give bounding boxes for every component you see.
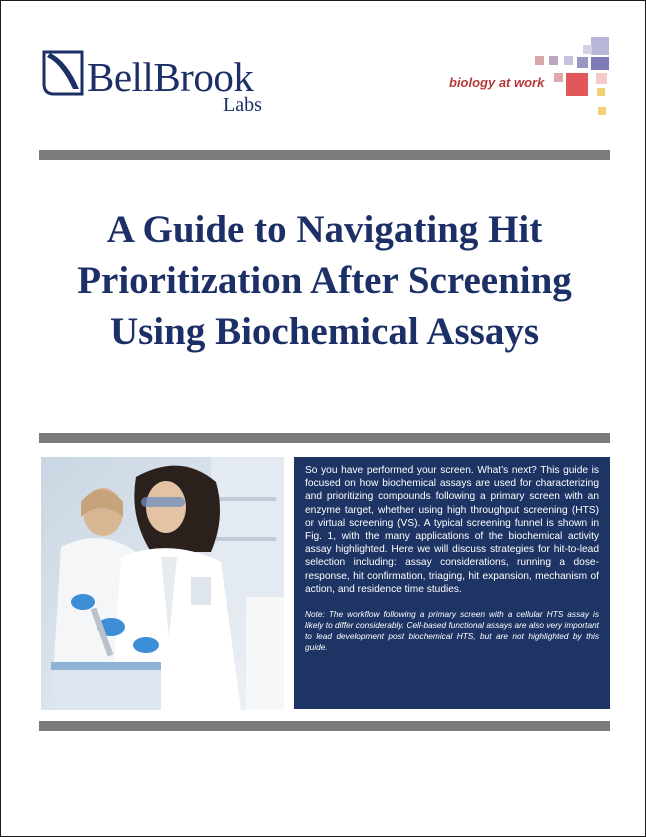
bellbrook-logo-mark-icon xyxy=(41,49,85,97)
page-title xyxy=(39,204,610,357)
lab-scientist-photo xyxy=(41,457,284,710)
divider-middle xyxy=(39,433,610,443)
title-line: A Guide to Navigating Hit xyxy=(106,208,543,251)
lab-scene-icon xyxy=(41,457,284,710)
intro-paragraph: So you have performed your screen. What’s next? This guide is focused on how biochemical assays are used for characterizing and prioritizing compounds following a primary screen with an enzyme target, whether using high throughput screening (HTS) or virtual screening (VS). A typical screening funnel is shown in Fig. 1, with the many applications of the biochemical activity assay highlighted. Here we will discuss strategies for hit-to-lead selection including: assay considerations, running a dose-response, hit confirmation, triaging, hit expansion, mechanism of action, and residence time studies. xyxy=(305,465,599,595)
bellbrook-logo xyxy=(41,49,281,119)
brand-name: BellBrook xyxy=(87,54,254,100)
intro-note: Note: The workflow following a primary screen with a cellular HTS assay is likely to differ considerably. Cell-based functional assays are also very important to lead development post biochemical HTS, but are not highlighted by this guide. xyxy=(305,609,599,652)
title-line: Using Biochemical Assays xyxy=(109,310,540,353)
brand-tagline: biology at work xyxy=(449,75,545,90)
divider-bottom xyxy=(39,721,610,731)
title-line: Prioritization After Screening xyxy=(77,259,572,302)
decorative-squares-icon xyxy=(535,37,615,121)
brand-sub: Labs xyxy=(223,94,262,116)
divider-top xyxy=(39,150,610,160)
intro-box xyxy=(294,457,610,709)
